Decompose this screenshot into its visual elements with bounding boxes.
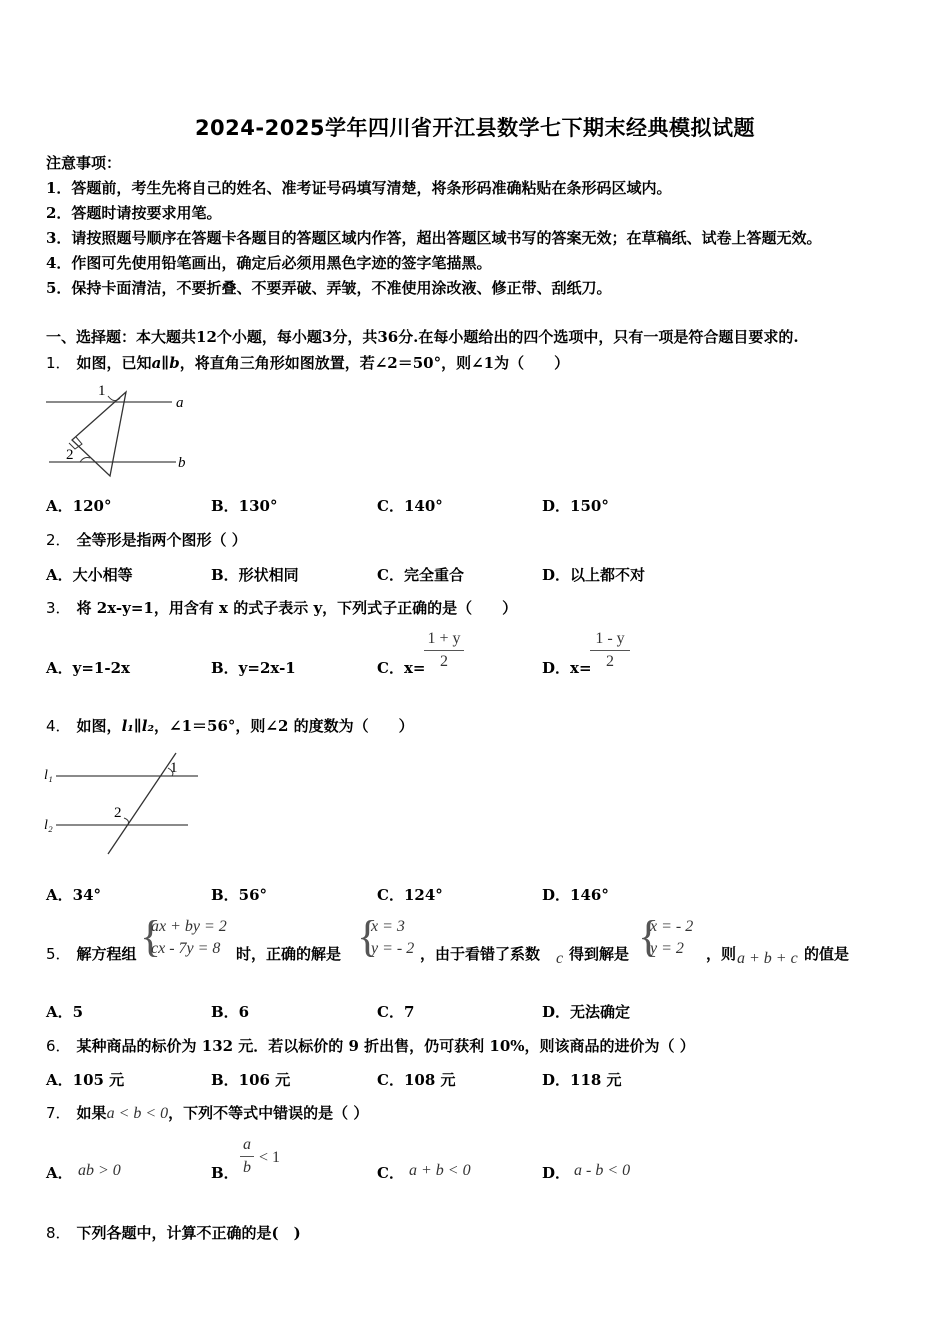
question-text: 如图， <box>76 717 122 735</box>
question-3 <box>46 597 517 618</box>
option-c: C．124° <box>377 886 443 904</box>
option-b: B．y=2x-1 <box>211 659 296 677</box>
equation: x = - 2 <box>650 918 694 935</box>
equation: ax + by = 2 <box>151 918 227 935</box>
line-a-label: a <box>176 395 184 411</box>
option-b: B．106 元 <box>211 1071 291 1089</box>
equation-system-1 <box>151 916 227 960</box>
coefficient: c <box>556 950 564 967</box>
angle-2-arc <box>124 818 129 825</box>
question-text: ，则 <box>706 945 737 963</box>
figure-q1 <box>44 378 194 478</box>
figure-q4 <box>42 750 202 860</box>
option-c: C．x= <box>377 659 426 677</box>
option-d: D．118 元 <box>542 1071 622 1089</box>
question-number: 6． <box>46 1037 71 1055</box>
fraction-bar <box>590 650 630 651</box>
option-c: C． <box>377 1164 404 1182</box>
option-c: C．108 元 <box>377 1071 456 1089</box>
l1-label: l₁ <box>44 768 53 783</box>
option-a: A．34° <box>46 886 102 904</box>
notice-item: 3．请按照题号顺序在答题卡各题目的答题区域内作答，超出答题区域书写的答案无效；在草稿纸、试卷上答题无效。 <box>46 229 822 247</box>
question-text: ，由于看错了系数 <box>420 945 541 963</box>
option-c: C．140° <box>377 497 443 515</box>
numerator: 1 + y <box>427 630 461 647</box>
condition-expr: a < b < 0 <box>106 1105 169 1122</box>
expr-d: a - b < 0 <box>574 1162 631 1179</box>
option-a: A．120° <box>46 497 112 515</box>
angle-2-label: 2 <box>66 447 74 463</box>
option-a: A．y=1-2x <box>46 659 130 677</box>
option-d: D．x= <box>542 659 592 677</box>
question-7 <box>46 1102 368 1123</box>
option-a: A． <box>46 1164 73 1182</box>
option-d: D．无法确定 <box>542 1003 631 1021</box>
option-d: D．以上都不对 <box>542 566 646 584</box>
right-triangle <box>72 392 126 476</box>
question-text: ，下列不等式中错误的是（ ） <box>168 1104 369 1122</box>
notice-heading: 注意事项： <box>46 154 122 172</box>
question-number: 2． <box>46 531 71 549</box>
option-b: B．形状相同 <box>211 566 299 584</box>
question-text: 下列各题中，计算不正确的是( ) <box>76 1224 301 1242</box>
equation: y = - 2 <box>371 940 415 957</box>
denominator: 2 <box>440 653 448 670</box>
angle-2-arc <box>80 458 90 463</box>
question-number: 4． <box>46 717 71 735</box>
equation: cx - 7y = 8 <box>151 940 221 957</box>
system-brace: { <box>357 912 379 961</box>
question-text: 如果 <box>76 1104 107 1122</box>
equation-system-2 <box>371 916 414 960</box>
notice-item: 1．答题前，考生先将自己的姓名、准考证号码填写清楚，将条形码准确粘贴在条形码区域内。 <box>46 179 672 197</box>
question-text: 将 2x-y=1，用含有 x 的式子表示 y，下列式子正确的是（ ） <box>76 599 518 617</box>
question-text: ，∠1＝56°，则∠2 的度数为（ ） <box>154 717 414 735</box>
notice-item: 5．保持卡面清洁，不要折叠、不要弄破、弄皱，不准使用涂改液、修正带、刮纸刀。 <box>46 279 612 297</box>
expr-b-tail: < 1 <box>259 1149 281 1166</box>
option-c: C．完全重合 <box>377 566 464 584</box>
question-text: 某种商品的标价为 132 元．若以标价的 9 折出售，仍可获利 10%，则该商品的进价为（ ） <box>76 1037 695 1055</box>
option-c: C．7 <box>377 1003 415 1021</box>
question-text: 全等形是指两个图形（ ） <box>76 531 247 549</box>
numerator: a <box>243 1136 251 1153</box>
transversal <box>108 753 176 854</box>
question-text: 时，正确的解是 <box>236 945 342 963</box>
question-2 <box>46 529 247 550</box>
option-b: B．56° <box>211 886 268 904</box>
option-d: D．146° <box>542 886 609 904</box>
angle-1-label: 1 <box>98 383 106 399</box>
system-brace: { <box>140 912 162 961</box>
fraction-b <box>240 1136 254 1177</box>
angle-2-label: 2 <box>114 805 122 821</box>
angle-1-label: 1 <box>170 760 178 776</box>
question-6 <box>46 1035 695 1056</box>
question-number: 3． <box>46 599 71 617</box>
fraction-bar <box>240 1156 254 1157</box>
parallel-expr: l₁∥l₂ <box>121 717 155 735</box>
sum-expression: a + b + c <box>737 950 798 967</box>
question-text: 如图，已知 <box>76 354 152 372</box>
system-brace: { <box>638 912 660 961</box>
question-1 <box>46 352 569 373</box>
question-text: 解方程组 <box>76 945 137 963</box>
question-text: 得到解是 <box>569 945 630 963</box>
option-b: B． <box>211 1164 239 1182</box>
expr-c: a + b < 0 <box>409 1162 471 1179</box>
fraction-c <box>424 630 464 671</box>
numerator: 1 - y <box>595 630 625 647</box>
fraction-d <box>590 630 630 671</box>
equation-system-3 <box>650 916 693 960</box>
page-title: 2024-2025学年四川省开江县数学七下期末经典模拟试题 <box>194 116 756 140</box>
equation: y = 2 <box>650 940 684 957</box>
line-b-label: b <box>178 455 186 471</box>
option-d: D． <box>542 1164 571 1182</box>
option-a: A．大小相等 <box>46 566 133 584</box>
expr-a: ab > 0 <box>78 1162 121 1179</box>
option-a: A．5 <box>46 1003 84 1021</box>
parallel-expr: a∥b <box>151 354 180 372</box>
fraction-bar <box>424 650 464 651</box>
question-number: 7． <box>46 1104 71 1122</box>
option-b: B．130° <box>211 497 278 515</box>
denominator: 2 <box>606 653 614 670</box>
question-number: 8． <box>46 1224 71 1242</box>
option-b: B．6 <box>211 1003 250 1021</box>
option-a: A．105 元 <box>46 1071 125 1089</box>
section-heading: 一、选择题：本大题共12个小题，每小题3分，共36分.在每小题给出的四个选项中，只有一项是符合题目要求的. <box>46 328 799 346</box>
question-text: 的值是 <box>804 945 850 963</box>
l2-label: l₂ <box>44 818 53 833</box>
denominator: b <box>243 1159 251 1176</box>
question-4 <box>46 715 414 736</box>
question-8 <box>46 1222 301 1243</box>
notice-item: 4．作图可先使用铅笔画出，确定后必须用黑色字迹的签字笔描黑。 <box>46 254 492 272</box>
question-text: ，将直角三角形如图放置，若∠2＝50°，则∠1为（ ） <box>179 354 570 372</box>
question-5-num <box>46 943 137 964</box>
option-d: D．150° <box>542 497 609 515</box>
question-number: 1． <box>46 354 71 372</box>
question-number: 5． <box>46 945 71 963</box>
notice-item: 2．答题时请按要求用笔。 <box>46 204 222 222</box>
equation: x = 3 <box>371 918 405 935</box>
